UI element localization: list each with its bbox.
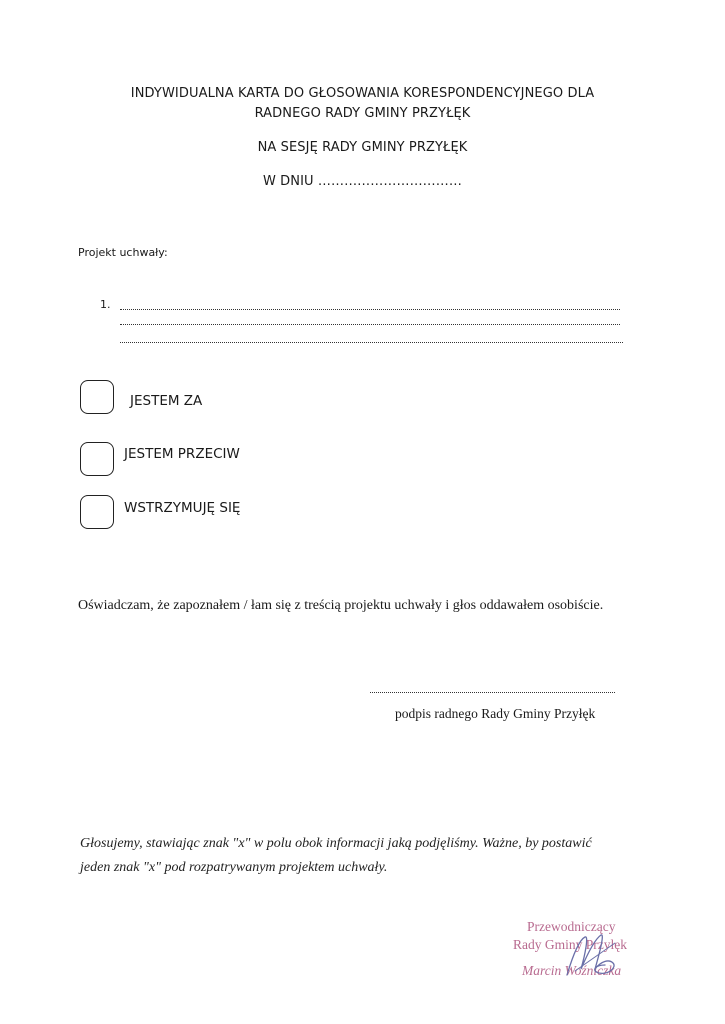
checkbox-wstrzymuje-sie[interactable] [80,495,114,529]
stamp-line-3: Marcin Woźniczka [522,963,622,978]
option-label-wstrzymuje-sie: WSTRZYMUJĘ SIĘ [124,500,241,516]
project-line-2[interactable] [120,324,620,325]
option-label-jestem-za: JESTEM ZA [130,393,203,409]
signature-line[interactable] [370,692,615,693]
title-line-2: RADNEGO RADY GMINY PRZYŁĘK [254,106,471,121]
checkbox-jestem-przeciw[interactable] [80,442,114,476]
project-item-number: 1. [100,298,111,311]
signature-caption: podpis radnego Rady Gminy Przyłęk [395,706,596,721]
stamp-line-1: Przewodniczący [527,919,616,934]
session-line: NA SESJĘ RADY GMINY PRZYŁĘK [257,140,468,155]
stamp-line-2: Rady Gminy Przyłęk [513,937,627,952]
checkbox-jestem-za[interactable] [80,380,114,414]
project-line-1[interactable] [120,309,620,310]
project-line-3[interactable] [120,342,623,343]
instructions-line-2: jeden znak "x" pod rozpatrywanym projektem uchwały. [80,860,388,875]
instructions-line-1: Głosujemy, stawiając znak "x" w polu obok informacji jaką podjęliśmy. Ważne, by postawić [80,836,592,851]
option-label-jestem-przeciw: JESTEM PRZECIW [124,446,240,462]
declaration-text: Oświadczam, że zapoznałem / łam się z treścią projektu uchwały i głos oddawałem osobiście. [78,598,604,613]
date-line: W DNIU …………………………… [262,174,462,189]
title-line-1: INDYWIDUALNA KARTA DO GŁOSOWANIA KORESPONDENCYJNEGO DLA [130,86,595,101]
project-label: Projekt uchwały: [78,246,168,259]
handwritten-signature-icon [555,925,635,985]
